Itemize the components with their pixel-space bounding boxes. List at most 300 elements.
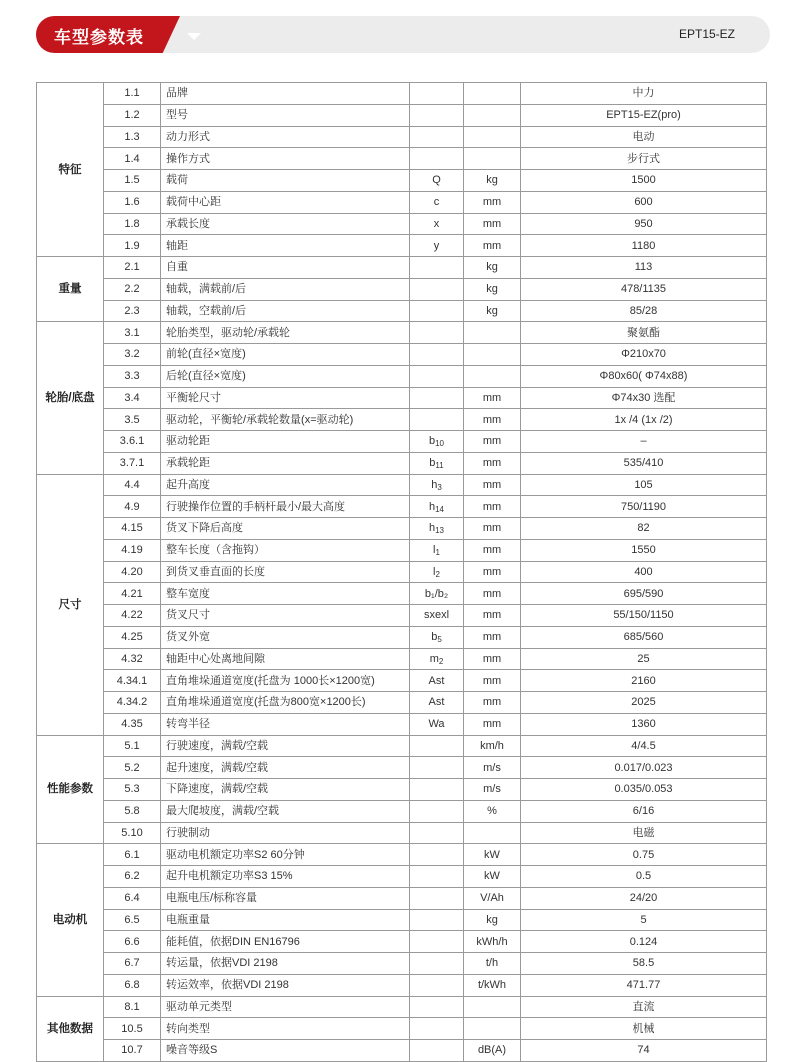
row-name: 转向类型 — [161, 1018, 410, 1040]
row-symbol — [410, 844, 464, 866]
row-name: 前轮(直径×宽度) — [161, 344, 410, 366]
row-number: 6.6 — [104, 931, 161, 953]
row-value: Φ80x60( Φ74x88) — [521, 365, 767, 387]
row-value: 535/410 — [521, 452, 767, 474]
row-name: 电瓶电压/标称容量 — [161, 887, 410, 909]
row-number: 3.4 — [104, 387, 161, 409]
row-number: 3.6.1 — [104, 431, 161, 453]
row-name: 起升高度 — [161, 474, 410, 496]
row-name: 能耗值，依据DIN EN16796 — [161, 931, 410, 953]
row-number: 4.25 — [104, 626, 161, 648]
row-value: 1360 — [521, 713, 767, 735]
row-name: 整车长度（含拖钩） — [161, 539, 410, 561]
row-unit: mm — [464, 561, 521, 583]
table-row — [37, 365, 767, 387]
row-unit: mm — [464, 496, 521, 518]
row-symbol — [410, 953, 464, 975]
table-row — [37, 735, 767, 757]
row-number: 1.8 — [104, 213, 161, 235]
row-name: 驱动电机额定功率S2 60分钟 — [161, 844, 410, 866]
row-symbol: Ast — [410, 670, 464, 692]
row-value: 105 — [521, 474, 767, 496]
row-number: 5.3 — [104, 779, 161, 801]
row-symbol — [410, 344, 464, 366]
row-number: 6.2 — [104, 866, 161, 888]
table-row — [37, 452, 767, 474]
row-name: 品牌 — [161, 83, 410, 105]
category-label: 轮胎/底盘 — [37, 322, 104, 474]
row-name: 载荷中心距 — [161, 191, 410, 213]
row-value: 0.75 — [521, 844, 767, 866]
row-symbol — [410, 887, 464, 909]
row-number: 1.9 — [104, 235, 161, 257]
row-value: Φ74x30 选配 — [521, 387, 767, 409]
row-number: 4.9 — [104, 496, 161, 518]
row-symbol: x — [410, 213, 464, 235]
row-symbol — [410, 104, 464, 126]
row-value: 直流 — [521, 996, 767, 1018]
row-number: 6.4 — [104, 887, 161, 909]
symbol-base: m — [429, 652, 439, 665]
row-value: 步行式 — [521, 148, 767, 170]
row-unit: mm — [464, 518, 521, 540]
symbol-base: b — [431, 631, 438, 644]
table-row — [37, 626, 767, 648]
row-unit: kg — [464, 300, 521, 322]
row-name: 驱动轮距 — [161, 431, 410, 453]
row-number: 3.7.1 — [104, 452, 161, 474]
row-name: 自重 — [161, 257, 410, 279]
row-unit: mm — [464, 409, 521, 431]
row-unit: mm — [464, 692, 521, 714]
row-number: 3.2 — [104, 344, 161, 366]
row-value: 0.124 — [521, 931, 767, 953]
category-label: 电动机 — [37, 844, 104, 996]
spec-table-body — [37, 83, 767, 1062]
row-symbol — [410, 518, 464, 540]
symbol-base: h — [431, 478, 438, 491]
table-row — [37, 83, 767, 105]
row-symbol — [410, 779, 464, 801]
symbol-base: h — [428, 522, 436, 535]
row-value: 0.5 — [521, 866, 767, 888]
row-symbol: Wa — [410, 713, 464, 735]
row-number: 10.7 — [104, 1040, 161, 1062]
category-label: 重量 — [37, 257, 104, 322]
row-value: 74 — [521, 1040, 767, 1062]
table-row — [37, 126, 767, 148]
row-number: 2.3 — [104, 300, 161, 322]
table-row — [37, 387, 767, 409]
row-symbol — [410, 322, 464, 344]
row-unit — [464, 822, 521, 844]
row-unit: mm — [464, 387, 521, 409]
row-name: 型号 — [161, 104, 410, 126]
row-name: 起升速度，满载/空载 — [161, 757, 410, 779]
row-name: 货叉下降后高度 — [161, 518, 410, 540]
table-row — [37, 322, 767, 344]
row-symbol — [410, 300, 464, 322]
row-value: 24/20 — [521, 887, 767, 909]
chevron-down-icon — [187, 33, 201, 40]
symbol-subscript: 14 — [435, 504, 445, 514]
row-name: 行驶制动 — [161, 822, 410, 844]
row-symbol — [410, 474, 464, 496]
row-value: 4/4.5 — [521, 735, 767, 757]
row-name: 轴载，满载前/后 — [161, 278, 410, 300]
row-value: 478/1135 — [521, 278, 767, 300]
row-number: 4.4 — [104, 474, 161, 496]
row-number: 4.21 — [104, 583, 161, 605]
table-row — [37, 1040, 767, 1062]
category-label: 性能参数 — [37, 735, 104, 844]
table-row — [37, 170, 767, 192]
row-name: 直角堆垛通道宽度(托盘为800宽×1200长) — [161, 692, 410, 714]
row-name: 货叉尺寸 — [161, 605, 410, 627]
row-number: 4.32 — [104, 648, 161, 670]
row-value: 2160 — [521, 670, 767, 692]
row-unit: V/Ah — [464, 887, 521, 909]
row-number: 6.7 — [104, 953, 161, 975]
row-name: 轴距 — [161, 235, 410, 257]
row-name: 轴距中心处离地间隙 — [161, 648, 410, 670]
table-row — [37, 191, 767, 213]
row-unit: mm — [464, 191, 521, 213]
table-row — [37, 561, 767, 583]
row-unit — [464, 83, 521, 105]
row-symbol — [410, 996, 464, 1018]
table-row — [37, 431, 767, 453]
row-name: 平衡轮尺寸 — [161, 387, 410, 409]
row-symbol — [410, 866, 464, 888]
table-row — [37, 800, 767, 822]
row-name: 最大爬坡度，满载/空载 — [161, 800, 410, 822]
row-symbol — [410, 648, 464, 670]
row-symbol: Ast — [410, 692, 464, 714]
row-number: 1.3 — [104, 126, 161, 148]
row-number: 6.8 — [104, 974, 161, 996]
table-row — [37, 583, 767, 605]
table-row — [37, 779, 767, 801]
row-symbol — [410, 561, 464, 583]
row-name: 承载长度 — [161, 213, 410, 235]
row-name: 后轮(直径×宽度) — [161, 365, 410, 387]
row-value: 1500 — [521, 170, 767, 192]
row-value: 113 — [521, 257, 767, 279]
table-row — [37, 496, 767, 518]
row-number: 1.4 — [104, 148, 161, 170]
row-value: 1550 — [521, 539, 767, 561]
category-label: 特征 — [37, 83, 104, 257]
row-number: 3.3 — [104, 365, 161, 387]
row-unit: kW — [464, 866, 521, 888]
row-symbol — [410, 496, 464, 518]
row-value: 471.77 — [521, 974, 767, 996]
table-row — [37, 713, 767, 735]
row-number: 5.8 — [104, 800, 161, 822]
row-value: 电磁 — [521, 822, 767, 844]
row-value: 5 — [521, 909, 767, 931]
table-row — [37, 757, 767, 779]
row-unit: mm — [464, 431, 521, 453]
row-unit: mm — [464, 670, 521, 692]
row-unit — [464, 996, 521, 1018]
row-symbol — [410, 365, 464, 387]
row-symbol — [410, 974, 464, 996]
row-value: 聚氨酯 — [521, 322, 767, 344]
row-name: 承载轮距 — [161, 452, 410, 474]
row-name: 驱动单元类型 — [161, 996, 410, 1018]
table-row — [37, 104, 767, 126]
table-row — [37, 953, 767, 975]
row-value: – — [521, 431, 767, 453]
table-row — [37, 278, 767, 300]
row-symbol: b₁/b₂ — [410, 583, 464, 605]
row-unit: mm — [464, 539, 521, 561]
row-number: 2.1 — [104, 257, 161, 279]
table-row — [37, 257, 767, 279]
row-name: 操作方式 — [161, 148, 410, 170]
table-row — [37, 300, 767, 322]
row-unit — [464, 322, 521, 344]
row-value: 0.035/0.053 — [521, 779, 767, 801]
row-value: 750/1190 — [521, 496, 767, 518]
row-number: 4.20 — [104, 561, 161, 583]
row-unit: mm — [464, 583, 521, 605]
table-row — [37, 692, 767, 714]
row-value: 685/560 — [521, 626, 767, 648]
row-name: 转运量，依据VDI 2198 — [161, 953, 410, 975]
row-unit: mm — [464, 648, 521, 670]
table-row — [37, 648, 767, 670]
row-unit: mm — [464, 213, 521, 235]
row-symbol: c — [410, 191, 464, 213]
row-unit: % — [464, 800, 521, 822]
symbol-subscript: 3 — [437, 482, 442, 492]
table-row — [37, 474, 767, 496]
row-unit: kWh/h — [464, 931, 521, 953]
row-symbol — [410, 83, 464, 105]
row-value: 55/150/1150 — [521, 605, 767, 627]
row-symbol — [410, 822, 464, 844]
spec-table — [36, 82, 767, 1062]
table-row — [37, 931, 767, 953]
row-symbol — [410, 409, 464, 431]
row-symbol: Q — [410, 170, 464, 192]
row-name: 下降速度，满载/空载 — [161, 779, 410, 801]
table-row — [37, 866, 767, 888]
row-unit — [464, 126, 521, 148]
row-symbol — [410, 626, 464, 648]
page-title: 车型参数表 — [54, 28, 144, 47]
row-name: 轴载，空载前/后 — [161, 300, 410, 322]
table-row — [37, 670, 767, 692]
row-number: 8.1 — [104, 996, 161, 1018]
table-row — [37, 539, 767, 561]
table-row — [37, 213, 767, 235]
table-row — [37, 605, 767, 627]
symbol-base: h — [428, 500, 436, 513]
row-value: 6/16 — [521, 800, 767, 822]
row-symbol: y — [410, 235, 464, 257]
row-symbol — [410, 931, 464, 953]
row-unit: dB(A) — [464, 1040, 521, 1062]
symbol-base: b — [428, 435, 436, 448]
row-value: 600 — [521, 191, 767, 213]
row-number: 1.1 — [104, 83, 161, 105]
row-name: 转运效率，依据VDI 2198 — [161, 974, 410, 996]
row-value: 695/590 — [521, 583, 767, 605]
row-number: 5.2 — [104, 757, 161, 779]
symbol-subscript: 5 — [437, 635, 442, 645]
row-unit: mm — [464, 626, 521, 648]
row-value: 电动 — [521, 126, 767, 148]
row-value: 400 — [521, 561, 767, 583]
row-unit: kW — [464, 844, 521, 866]
row-symbol — [410, 1040, 464, 1062]
row-unit: mm — [464, 474, 521, 496]
row-unit: mm — [464, 452, 521, 474]
row-unit: m/s — [464, 757, 521, 779]
symbol-subscript: 1 — [435, 548, 440, 558]
row-symbol: sxexl — [410, 605, 464, 627]
row-name: 整车宽度 — [161, 583, 410, 605]
row-symbol — [410, 278, 464, 300]
row-number: 4.34.1 — [104, 670, 161, 692]
row-number: 4.35 — [104, 713, 161, 735]
table-row — [37, 909, 767, 931]
symbol-base: l — [433, 565, 436, 578]
row-number: 5.10 — [104, 822, 161, 844]
table-row — [37, 148, 767, 170]
symbol-subscript: 2 — [435, 569, 440, 579]
table-row — [37, 844, 767, 866]
row-symbol — [410, 539, 464, 561]
row-name: 噪音等级S — [161, 1040, 410, 1062]
row-number: 4.22 — [104, 605, 161, 627]
symbol-base: l — [433, 544, 436, 557]
row-value: 2025 — [521, 692, 767, 714]
model-label: EPT15-EZ — [678, 27, 735, 41]
row-symbol — [410, 452, 464, 474]
category-label: 尺寸 — [37, 474, 104, 735]
table-row — [37, 974, 767, 996]
row-number: 1.2 — [104, 104, 161, 126]
row-name: 驱动轮，平衡轮/承载轮数量(x=驱动轮) — [161, 409, 410, 431]
row-number: 2.2 — [104, 278, 161, 300]
row-symbol — [410, 735, 464, 757]
symbol-subscript: 13 — [435, 526, 445, 536]
row-name: 电瓶重量 — [161, 909, 410, 931]
row-unit — [464, 1018, 521, 1040]
row-value: 机械 — [521, 1018, 767, 1040]
row-unit: kg — [464, 278, 521, 300]
table-row — [37, 344, 767, 366]
row-value: 中力 — [521, 83, 767, 105]
table-row — [37, 1018, 767, 1040]
row-symbol — [410, 387, 464, 409]
row-unit: m/s — [464, 779, 521, 801]
row-symbol — [410, 148, 464, 170]
table-row — [37, 409, 767, 431]
row-value: 950 — [521, 213, 767, 235]
row-number: 6.5 — [104, 909, 161, 931]
row-value: Φ210x70 — [521, 344, 767, 366]
row-name: 轮胎类型，驱动轮/承载轮 — [161, 322, 410, 344]
row-value: EPT15-EZ(pro) — [521, 104, 767, 126]
row-number: 4.19 — [104, 539, 161, 561]
row-name: 行驶操作位置的手柄杆最小/最大高度 — [161, 496, 410, 518]
symbol-base: b — [429, 457, 436, 470]
row-number: 4.34.2 — [104, 692, 161, 714]
row-name: 转弯半径 — [161, 713, 410, 735]
row-number: 3.1 — [104, 322, 161, 344]
row-value: 82 — [521, 518, 767, 540]
symbol-subscript: 2 — [438, 656, 444, 666]
row-name: 动力形式 — [161, 126, 410, 148]
row-name: 行驶速度，满载/空载 — [161, 735, 410, 757]
row-symbol — [410, 800, 464, 822]
row-name: 起升电机额定功率S3 15% — [161, 866, 410, 888]
row-value: 85/28 — [521, 300, 767, 322]
symbol-subscript: 10 — [435, 439, 445, 449]
row-symbol — [410, 126, 464, 148]
row-number: 10.5 — [104, 1018, 161, 1040]
row-number: 1.5 — [104, 170, 161, 192]
table-row — [37, 996, 767, 1018]
row-unit — [464, 365, 521, 387]
row-unit: t/kWh — [464, 974, 521, 996]
row-name: 载荷 — [161, 170, 410, 192]
row-value: 1180 — [521, 235, 767, 257]
row-value: 0.017/0.023 — [521, 757, 767, 779]
table-row — [37, 518, 767, 540]
row-number: 4.15 — [104, 518, 161, 540]
table-row — [37, 887, 767, 909]
row-unit: km/h — [464, 735, 521, 757]
row-symbol — [410, 431, 464, 453]
table-row — [37, 822, 767, 844]
row-name: 直角堆垛通道宽度(托盘为 1000长×1200宽) — [161, 670, 410, 692]
symbol-subscript: 11 — [435, 461, 444, 471]
row-unit: t/h — [464, 953, 521, 975]
row-unit: kg — [464, 909, 521, 931]
row-symbol — [410, 1018, 464, 1040]
row-unit: kg — [464, 257, 521, 279]
row-unit — [464, 344, 521, 366]
row-name: 到货叉垂直面的长度 — [161, 561, 410, 583]
row-number: 5.1 — [104, 735, 161, 757]
row-symbol — [410, 757, 464, 779]
row-symbol — [410, 257, 464, 279]
row-number: 6.1 — [104, 844, 161, 866]
row-unit: mm — [464, 713, 521, 735]
row-name: 货叉外宽 — [161, 626, 410, 648]
row-value: 58.5 — [521, 953, 767, 975]
row-number: 3.5 — [104, 409, 161, 431]
category-label: 其他数据 — [37, 996, 104, 1061]
row-value: 25 — [521, 648, 767, 670]
row-unit: mm — [464, 235, 521, 257]
table-row — [37, 235, 767, 257]
row-unit: mm — [464, 605, 521, 627]
row-value: 1x /4 (1x /2) — [521, 409, 767, 431]
row-unit — [464, 148, 521, 170]
row-number: 1.6 — [104, 191, 161, 213]
row-unit: kg — [464, 170, 521, 192]
row-symbol — [410, 909, 464, 931]
row-unit — [464, 104, 521, 126]
